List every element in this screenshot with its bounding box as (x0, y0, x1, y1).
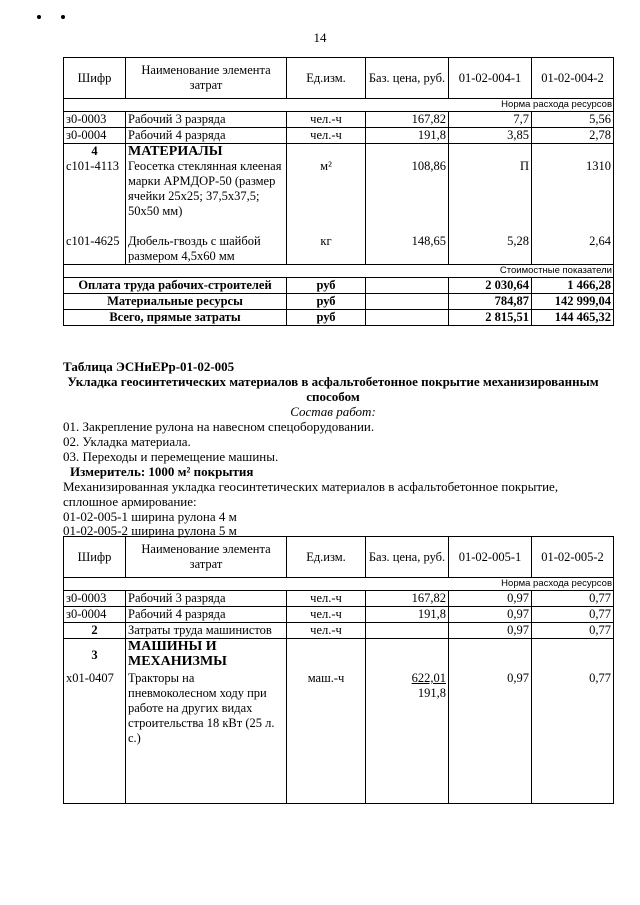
value-cell: 5,56 (532, 112, 614, 128)
resource-table-2 (63, 536, 614, 804)
unit-cell: чел.-ч (287, 112, 366, 128)
name-cell: Рабочий 4 разряда (126, 128, 287, 144)
work-step: 03. Переходы и перемещение машины. (63, 449, 279, 464)
unit-cell: маш.-ч (287, 671, 366, 804)
column-header: Ед.изм. (287, 58, 366, 99)
work-step: 01. Закрепление рулона на навесном спецоборудовании. (63, 419, 375, 434)
name-cell: Геосетка стеклянная клееная марки АРМДОР-50 (размер ячейки 25х25; 37,5х37,5; 50х50 мм) (126, 159, 287, 234)
norm-label: Норма расхода ресурсов (64, 578, 614, 591)
variant-line: 01-02-005-1 ширина рулона 4 м (63, 509, 237, 524)
price-cell: 148,65 (366, 234, 449, 265)
value-cell: 5,28 (449, 234, 532, 265)
table-row (64, 159, 614, 234)
name-cell: Рабочий 3 разряда (126, 591, 287, 607)
value-cell: 3,85 (449, 128, 532, 144)
price-cell: 191,8 (366, 128, 449, 144)
totals-name: Всего, прямые затраты (64, 310, 287, 326)
value-cell: 0,77 (532, 607, 614, 623)
table-row (64, 671, 614, 804)
section-row (64, 144, 614, 160)
totals-name: Оплата труда рабочих-строителей (64, 278, 287, 294)
work-step: 02. Укладка материала. (63, 434, 191, 449)
unit-cell: чел.-ч (287, 128, 366, 144)
cost-label: Стоимостные показатели (64, 265, 614, 278)
table-row (64, 607, 614, 623)
code-cell: х01-0407 (64, 671, 126, 804)
name-cell: Рабочий 3 разряда (126, 112, 287, 128)
column-header: Шифр (64, 537, 126, 578)
value-cell: 2,64 (532, 234, 614, 265)
totals-value: 2 815,51 (449, 310, 532, 326)
totals-row (64, 294, 614, 310)
table-row (64, 128, 614, 144)
value-cell: 0,77 (532, 671, 614, 804)
column-header: 01-02-005-1 (449, 537, 532, 578)
value-cell: 0,77 (532, 591, 614, 607)
composition-label: Состав работ: (290, 404, 376, 419)
totals-unit: руб (287, 310, 366, 326)
price-cell (366, 671, 449, 804)
table-header-row (64, 537, 614, 578)
code-cell: з0-0004 (64, 607, 126, 623)
table-header-row (64, 58, 614, 99)
column-header: 01-02-004-2 (532, 58, 614, 99)
unit-cell: м² (287, 159, 366, 234)
column-header: Наименование элемента затрат (126, 537, 287, 578)
section-number: 4 (64, 144, 126, 160)
totals-value: 784,87 (449, 294, 532, 310)
code-cell: з0-0003 (64, 591, 126, 607)
code-cell: 2 (64, 623, 126, 639)
scan-mark (37, 15, 41, 19)
column-header: 01-02-005-2 (532, 537, 614, 578)
code-cell: з0-0004 (64, 128, 126, 144)
totals-unit: руб (287, 278, 366, 294)
column-header: 01-02-004-1 (449, 58, 532, 99)
value-cell: П (449, 159, 532, 234)
table-row (64, 591, 614, 607)
column-header: Шифр (64, 58, 126, 99)
column-header: Наименование элемента затрат (126, 58, 287, 99)
price-cell (366, 623, 449, 639)
column-header: Баз. цена, руб. (366, 58, 449, 99)
totals-value: 2 030,64 (449, 278, 532, 294)
table-title: Таблица ЭСНиЕРр-01-02-005 (63, 359, 235, 374)
table-row (64, 112, 614, 128)
column-header: Баз. цена, руб. (366, 537, 449, 578)
price-cell: 167,82 (366, 112, 449, 128)
section-number: 3 (64, 639, 126, 672)
totals-unit: руб (287, 294, 366, 310)
norm-label: Норма расхода ресурсов (64, 99, 614, 112)
unit-cell: чел.-ч (287, 607, 366, 623)
column-header: Ед.изм. (287, 537, 366, 578)
value-cell: 7,7 (449, 112, 532, 128)
section-row (64, 639, 614, 672)
price-cell: 167,82 (366, 591, 449, 607)
name-cell: Тракторы на пневмоколесном ходу при работе на других видах строительства 18 кВт (25 л. с.) (126, 671, 287, 804)
value-cell: 0,97 (449, 591, 532, 607)
price-cell: 108,86 (366, 159, 449, 234)
name-cell: Затраты труда машинистов (126, 623, 287, 639)
section-title: МАШИНЫ И МЕХАНИЗМЫ (126, 639, 287, 672)
totals-value: 142 999,04 (532, 294, 614, 310)
value-cell: 1310 (532, 159, 614, 234)
page-number: 14 (313, 30, 327, 45)
variant-line: 01-02-005-2 ширина рулона 5 м (63, 523, 237, 538)
value-cell: 2,78 (532, 128, 614, 144)
code-cell: с101-4625 (64, 234, 126, 265)
value-cell: 0,97 (449, 671, 532, 804)
unit-cell: чел.-ч (287, 591, 366, 607)
totals-value: 144 465,32 (532, 310, 614, 326)
name-cell: Рабочий 4 разряда (126, 607, 287, 623)
section-heading: Укладка геосинтетических материалов в асфальтобетонное покрытие механизированным способом (67, 374, 599, 404)
code-cell: з0-0003 (64, 112, 126, 128)
unit-cell: кг (287, 234, 366, 265)
section-title: МАТЕРИАЛЫ (126, 144, 287, 160)
value-cell: 0,97 (449, 623, 532, 639)
value-cell: 0,77 (532, 623, 614, 639)
totals-row (64, 310, 614, 326)
description: Механизированная укладка геосинтетических материалов в асфальтобетонное покрытие, сплошное армирование: (63, 479, 559, 509)
price-value-secondary: 191,8 (417, 686, 446, 700)
code-cell: с101-4113 (64, 159, 126, 234)
resource-table-1 (63, 57, 614, 326)
value-cell: 0,97 (449, 607, 532, 623)
totals-name: Материальные ресурсы (64, 294, 287, 310)
totals-value: 1 466,28 (532, 278, 614, 294)
scan-mark (61, 15, 65, 19)
totals-row (64, 278, 614, 294)
measurement-unit: Измеритель: 1000 м² покрытия (70, 464, 254, 479)
table-row (64, 234, 614, 265)
unit-cell: чел.-ч (287, 623, 366, 639)
price-value: 622,01 (411, 671, 446, 685)
table-row (64, 623, 614, 639)
price-cell: 191,8 (366, 607, 449, 623)
name-cell: Дюбель-гвоздь с шайбой размером 4,5х60 мм (126, 234, 287, 265)
